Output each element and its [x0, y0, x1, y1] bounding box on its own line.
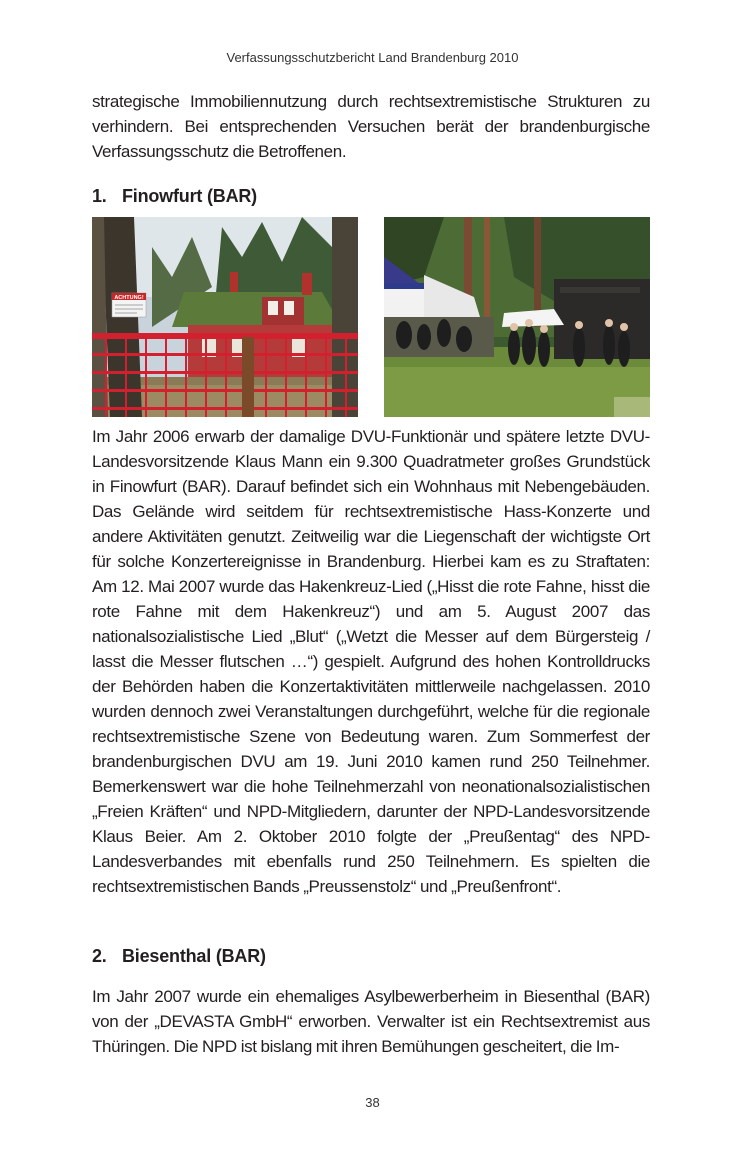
photo-outdoor-event: [384, 217, 650, 417]
section-2-title: Biesenthal (BAR): [122, 946, 266, 966]
section-2-heading: [92, 946, 266, 967]
section-1-heading: [92, 186, 257, 207]
section-1-paragraph: Im Jahr 2006 erwarb der damalige DVU-Funktionär und spätere letzte DVU-Landesvorsitzende Klaus Mann ein 9.300 Quadratmeter großes Grundstück in Finowfurt (BAR). Darauf befindet sich ein Wohnhaus mit Nebengebäuden. Das Gelände wird seitdem für rechtsextremistische Hass-Konzerte und andere Aktivitäten genutzt. Zeitweilig war die Liegenschaft der wichtigste Ort für solche Konzertereignisse in Brandenburg. Hierbei kam es zu Straftaten: Am 12. Mai 2007 wurde das Hakenkreuz-Lied („Hisst die rote Fahne, hisst die rote Fahne mit dem Hakenkreuz“) und am 5. August 2007 das nationalsozialistische Lied „Blut“ („Wetzt die Messer auf dem Bürgersteig / lasst die Messer flutschen …“) gespielt. Aufgrund des hohen Kontrolldrucks der Behörden haben die Konzertaktivitäten mittlerweile nachgelassen. 2010 wurden dennoch zwei Veranstaltungen durchgeführt, welche für die regionale rechtsextremistische Szene von Bedeutung waren. Zum Sommerfest der brandenburgischen DVU am 19. Juni 2010 kamen rund 250 Teilnehmer. Bemerkenswert war die hohe Teilnehmerzahl von neonationalsozialistischen „Freien Kräften“ und NPD-Mitgliedern, darunter der NPD-Landesvorsitzende Klaus Beier. Am 2. Oktober 2010 folgte der „Preußentag“ des NPD-Landesverbandes mit ebenfalls rund 250 Teilnehmern. Es spielten die rechtsextremistischen Bands „Preussenstolz“ und „Preußenfront“.: [92, 427, 650, 896]
running-header: Verfassungsschutzbericht Land Brandenburg 2010: [226, 50, 519, 65]
section-1-title: Finowfurt (BAR): [122, 186, 257, 206]
section-2-paragraph: Im Jahr 2007 wurde ein ehemaliges Asylbewerberheim in Biesenthal (BAR) von der „DEVASTA GmbH“ erworben. Verwalter ist ein Rechtsextremist aus Thüringen. Die NPD ist bislang mit ihren Bemühungen gescheitert, die Im-: [92, 987, 650, 1056]
section-1-number: 1.: [92, 186, 107, 206]
photo-house-fence: [92, 217, 358, 417]
page-number: 38: [365, 1095, 380, 1110]
intro-paragraph: strategische Immobiliennutzung durch rechtsextremistische Strukturen zu verhindern. Bei entsprechenden Versuchen berät der brandenburgische Verfassungsschutz die Betroffenen.: [92, 92, 650, 161]
achtung-sign-text: ACHTUNG!: [114, 295, 144, 301]
section-2-number: 2.: [92, 946, 107, 966]
